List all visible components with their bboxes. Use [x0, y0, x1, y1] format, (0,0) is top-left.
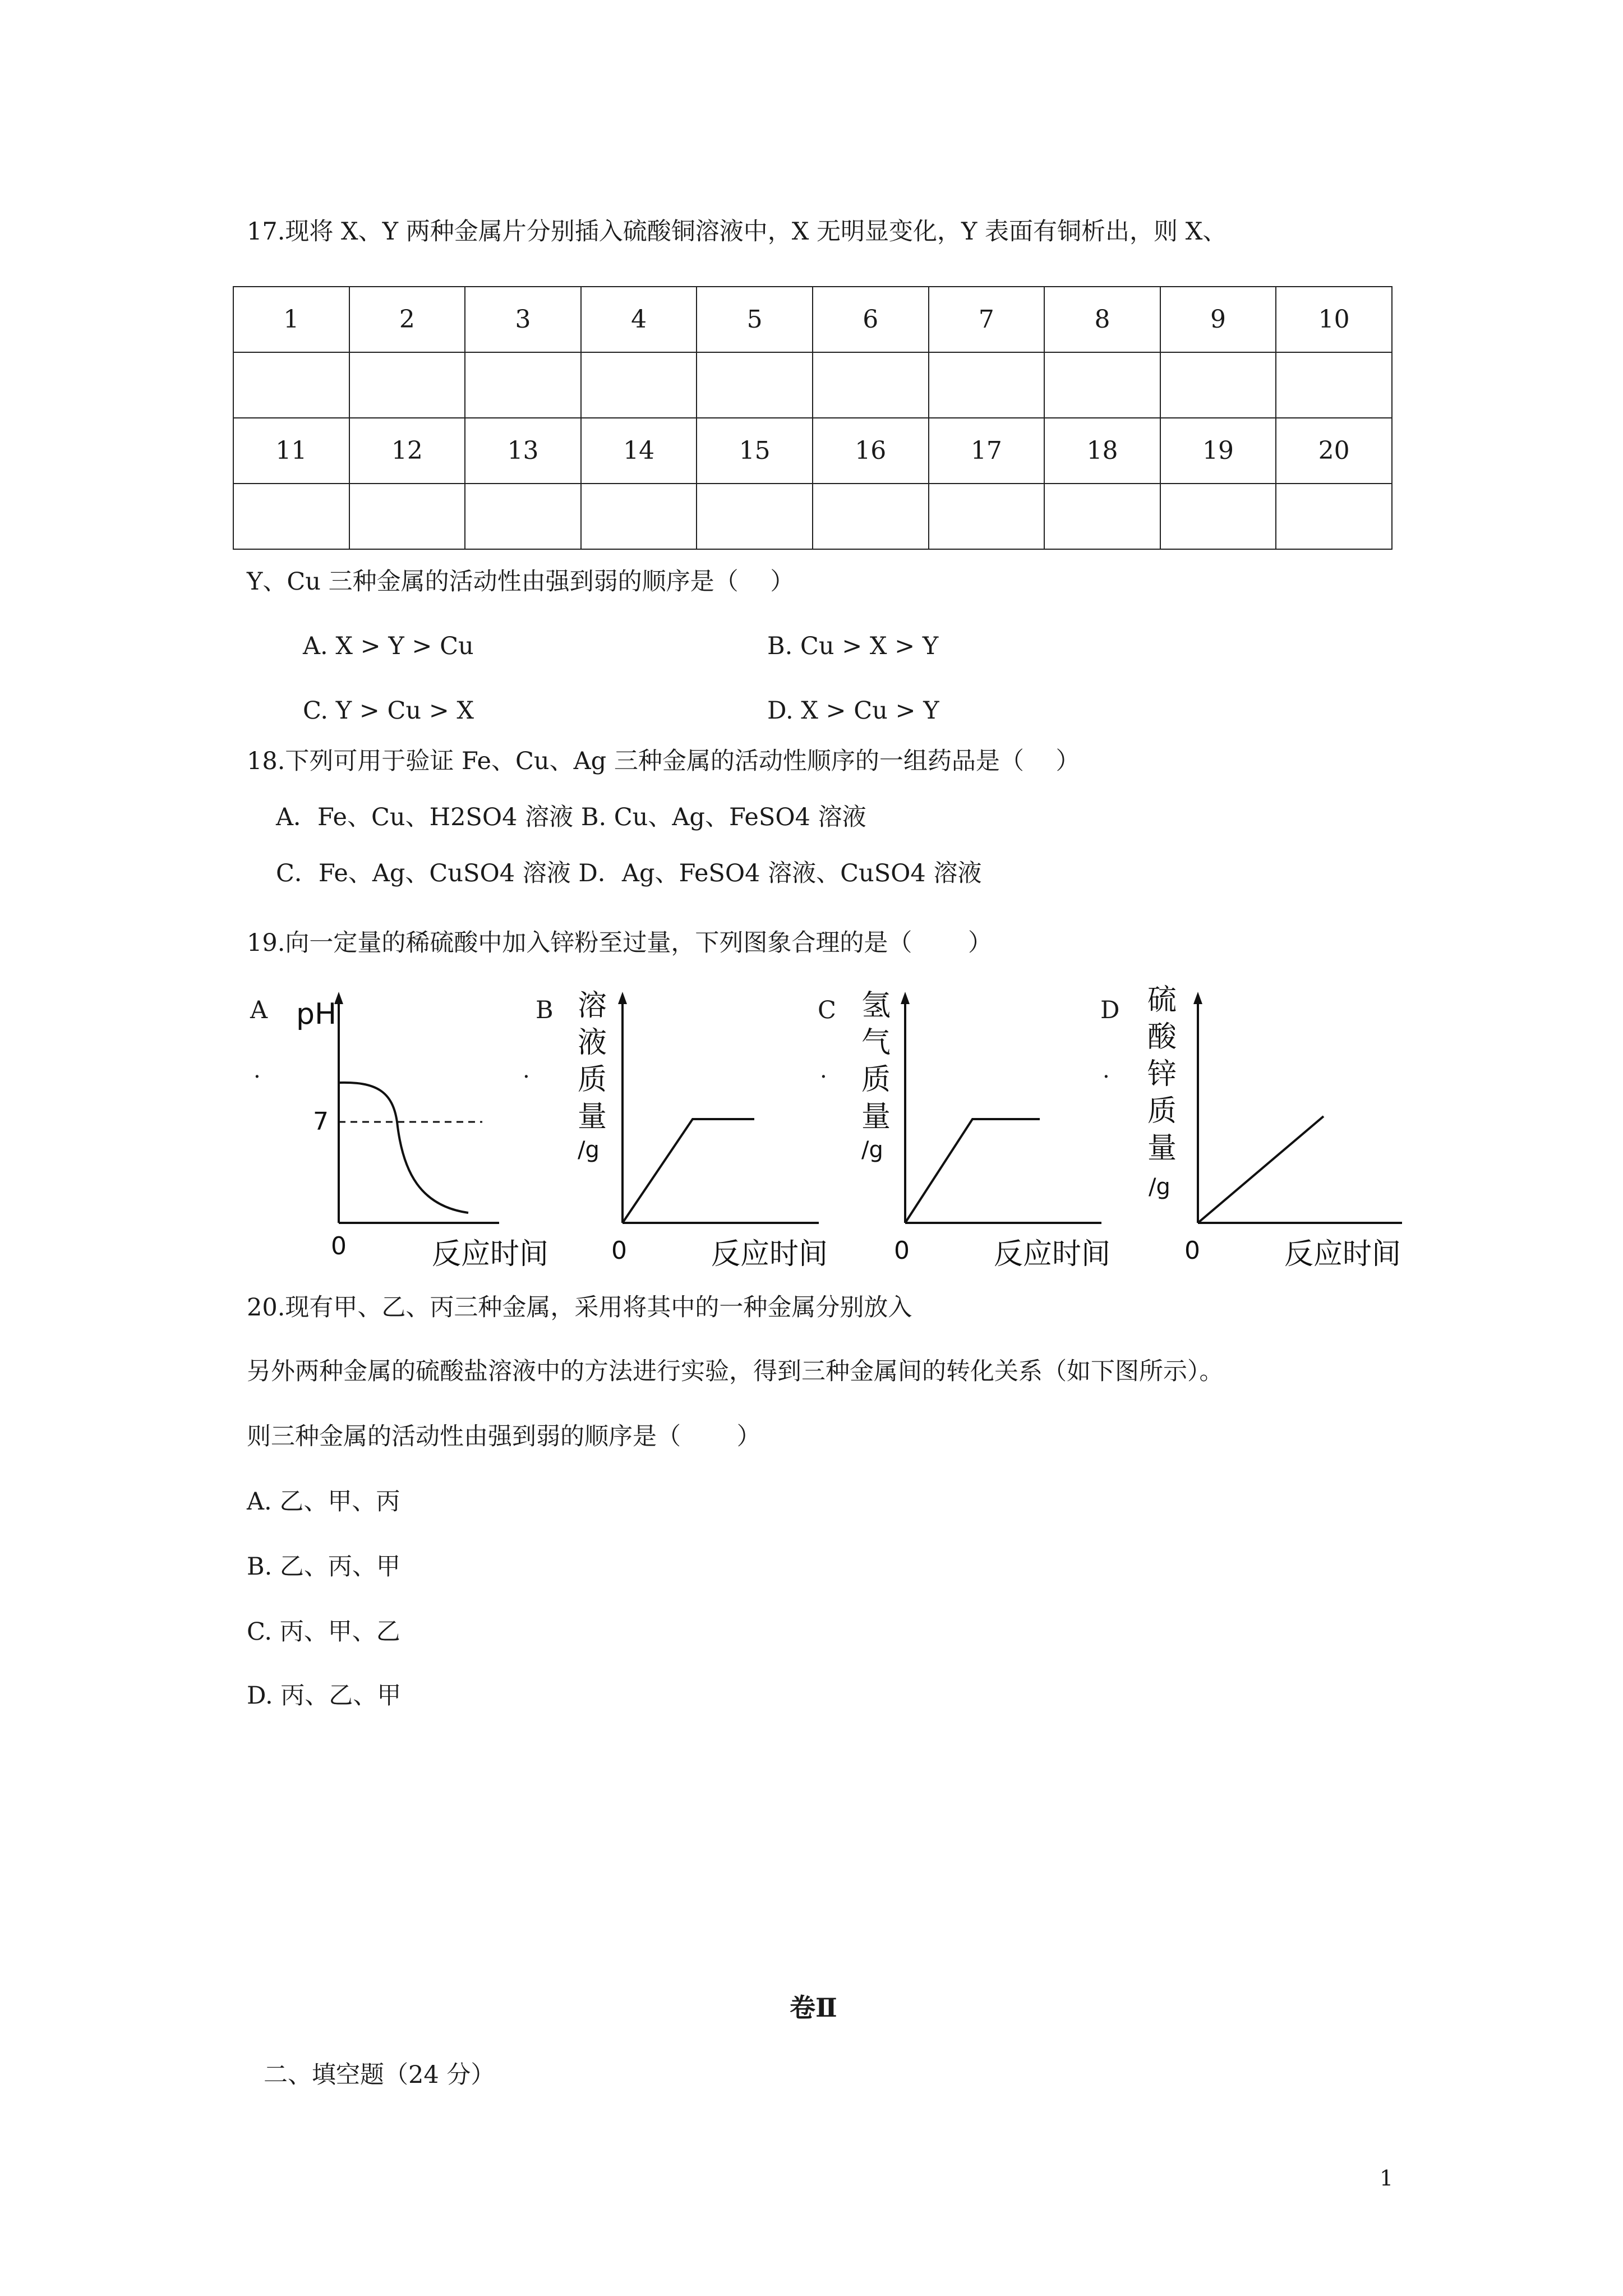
graph-c-chart: [894, 987, 1101, 1234]
answer-cell-label: 9: [1160, 287, 1276, 352]
answer-cell-label: 7: [929, 287, 1045, 352]
answer-cell-label: 10: [1276, 287, 1392, 352]
answer-blank-cell[interactable]: [1160, 484, 1276, 549]
q20-stem-line3: 则三种金属的活动性由强到弱的顺序是（ ）: [247, 1423, 761, 1451]
graph-c-unit: /g: [861, 1137, 883, 1163]
answer-cell-label: 19: [1160, 418, 1276, 484]
answer-cell-label: 13: [465, 418, 581, 484]
graph-a-dot: .: [253, 1057, 261, 1083]
graph-a-origin: 0: [331, 1232, 347, 1260]
graph-a-chart: [314, 987, 499, 1234]
graph-b-unit: /g: [578, 1137, 600, 1163]
answer-blank-cell[interactable]: [465, 352, 581, 418]
q20-option-c: C. 丙、甲、乙: [247, 1618, 400, 1646]
answer-cell-label: 18: [1044, 418, 1160, 484]
graph-d-dot: .: [1103, 1057, 1110, 1083]
q18-options-cd: C．Fe、Ag、CuSO4 溶液 D．Ag、FeSO4 溶液、CuSO4 溶液: [276, 859, 982, 887]
graph-b-ylabel: 溶液质量: [577, 989, 607, 1134]
q20-option-a: A. 乙、甲、丙: [247, 1488, 400, 1516]
answer-blank-cell[interactable]: [233, 484, 349, 549]
graph-a-xlabel: 反应时间: [432, 1237, 549, 1271]
answer-cell-label: 2: [349, 287, 465, 352]
graph-c-dot: .: [820, 1057, 827, 1083]
answer-blank-cell[interactable]: [581, 484, 697, 549]
answer-cell-label: 5: [697, 287, 813, 352]
answer-blank-cell[interactable]: [813, 484, 929, 549]
answer-blank-cell[interactable]: [697, 484, 813, 549]
q17-stem-line1: 17.现将 X、Y 两种金属片分别插入硫酸铜溶液中，X 无明显变化，Y 表面有铜析出，则 X、: [247, 218, 1227, 246]
graph-d-ylabel: 硫酸锌质量: [1147, 983, 1177, 1165]
graph-d-origin: 0: [1184, 1236, 1200, 1265]
q18-options-ab: A．Fe、Cu、H2SO4 溶液 B. Cu、Ag、FeSO4 溶液: [276, 803, 866, 831]
q17-stem-line2: Y、Cu 三种金属的活动性由强到弱的顺序是（ ）: [247, 568, 795, 596]
q20-stem-line1: 20.现有甲、乙、丙三种金属，采用将其中的一种金属分别放入: [247, 1294, 912, 1322]
answer-cell-label: 12: [349, 418, 465, 484]
graph-b-origin: 0: [611, 1236, 627, 1265]
answer-blank-cell[interactable]: [1160, 352, 1276, 418]
q20-option-d: D. 丙、乙、甲: [247, 1682, 402, 1710]
q17-option-a: A. X > Y > Cu: [303, 632, 474, 660]
answer-blank-cell[interactable]: [1044, 484, 1160, 549]
answer-cell-label: 3: [465, 287, 581, 352]
answer-cell-label: 15: [697, 418, 813, 484]
answer-blank-cell[interactable]: [929, 352, 1045, 418]
q18-stem: 18.下列可用于验证 Fe、Cu、Ag 三种金属的活动性顺序的一组药品是（ ）: [247, 747, 1080, 775]
graph-d-chart: [1178, 987, 1402, 1234]
graph-b-chart: [611, 987, 819, 1234]
answer-blank-cell[interactable]: [349, 484, 465, 549]
answer-blank-cell[interactable]: [813, 352, 929, 418]
graph-c-origin: 0: [894, 1236, 910, 1265]
answer-table: [233, 286, 1393, 550]
q17-option-b: B. Cu > X > Y: [767, 632, 939, 660]
answer-table-header-row-1: [233, 287, 1392, 352]
section-title: 卷Ⅱ: [790, 1993, 837, 2023]
graph-c-letter: C: [818, 996, 836, 1024]
q20-stem-line2: 另外两种金属的硫酸盐溶液中的方法进行实验，得到三种金属间的转化关系（如下图所示）。: [247, 1358, 1224, 1386]
q19-stem: 19.向一定量的稀硫酸中加入锌粉至过量，下列图象合理的是（ ）: [247, 929, 993, 957]
answer-table-blank-row-1: [233, 352, 1392, 418]
graph-c-ylabel: 氢气质量: [861, 989, 891, 1134]
answer-cell-label: 6: [813, 287, 929, 352]
q17-option-c: C. Y > Cu > X: [303, 697, 474, 725]
q20-option-b: B. 乙、丙、甲: [247, 1553, 400, 1581]
graph-d-letter: D: [1100, 996, 1120, 1024]
answer-blank-cell[interactable]: [1276, 352, 1392, 418]
graph-a-ylabel: pH: [296, 997, 337, 1031]
graph-a-tick-7: 7: [313, 1107, 329, 1136]
answer-blank-cell[interactable]: [1276, 484, 1392, 549]
answer-blank-cell[interactable]: [581, 352, 697, 418]
answer-blank-cell[interactable]: [929, 484, 1045, 549]
q17-option-d: D. X > Cu > Y: [767, 697, 939, 725]
answer-cell-label: 14: [581, 418, 697, 484]
graph-b-xlabel: 反应时间: [711, 1237, 828, 1271]
answer-blank-cell[interactable]: [697, 352, 813, 418]
answer-cell-label: 1: [233, 287, 349, 352]
graph-b-letter: B: [536, 996, 554, 1024]
graph-c-xlabel: 反应时间: [994, 1237, 1111, 1271]
answer-blank-cell[interactable]: [349, 352, 465, 418]
answer-cell-label: 17: [929, 418, 1045, 484]
graph-b-dot: .: [523, 1057, 530, 1083]
answer-cell-label: 16: [813, 418, 929, 484]
answer-table-header-row-2: [233, 418, 1392, 484]
graph-d-unit: /g: [1149, 1174, 1170, 1200]
answer-cell-label: 8: [1044, 287, 1160, 352]
section-subtitle: 二、填空题（24 分）: [264, 2061, 495, 2089]
answer-table-blank-row-2: [233, 484, 1392, 549]
answer-blank-cell[interactable]: [233, 352, 349, 418]
answer-cell-label: 20: [1276, 418, 1392, 484]
graph-d-xlabel: 反应时间: [1284, 1237, 1401, 1271]
answer-blank-cell[interactable]: [465, 484, 581, 549]
page-number: 1: [1380, 2166, 1394, 2191]
answer-blank-cell[interactable]: [1044, 352, 1160, 418]
graph-a-letter: A: [250, 996, 268, 1024]
answer-cell-label: 11: [233, 418, 349, 484]
answer-cell-label: 4: [581, 287, 697, 352]
